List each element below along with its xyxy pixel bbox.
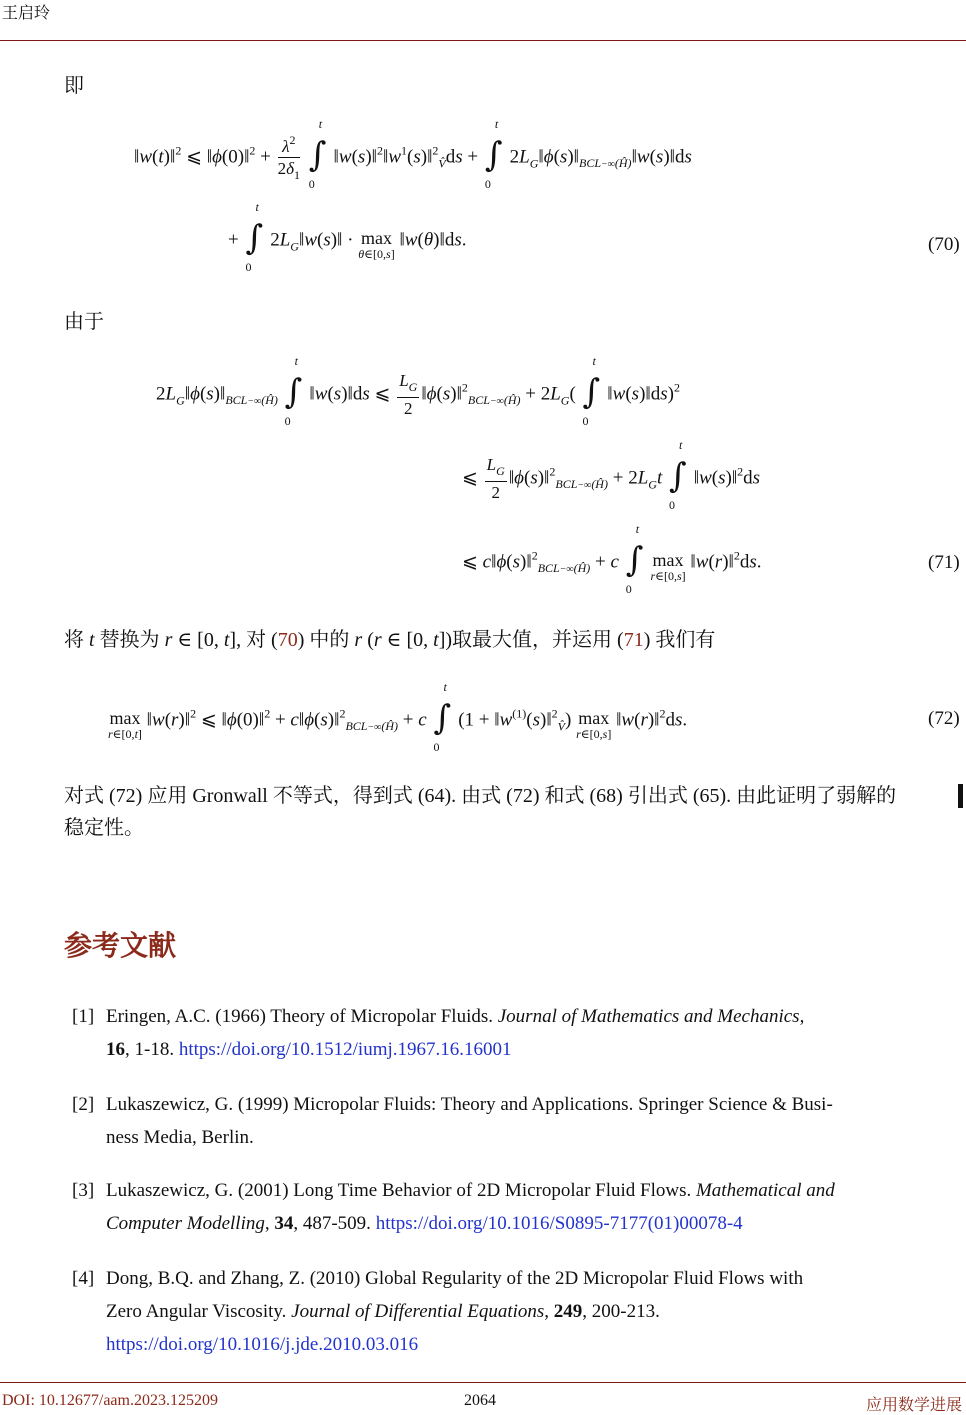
paragraph-gronwall-line2: 稳定性。 [64,817,144,839]
reference-item: [1] Eringen, A.C. (1966) Theory of Micropolar Fluids. Journal of Mathematics and Mechanics, 16, 1-18. https://doi.org/10.1512/iumj.1967.16.16001 [72,1000,966,1066]
reference-doi-link[interactable]: https://doi.org/10.1512/iumj.1967.16.16001 [178,1039,512,1060]
header-author: 王启玲 [2,5,51,22]
equation-70-line2: + ∫ t 0 $2L_G‖w(s)‖$ · max θ∈[0,s] ‖w(θ)‖ds. [228,200,467,274]
paragraph-ji: 即 [64,75,84,97]
equation-number-72: (72) [928,708,960,729]
equation-70-line1: ‖w(t)‖$^2$ ⩽ ‖ϕ(0)‖$^2$ + $\frac{\lambda^2}{2\delta_1}$ ∫ t 0 $‖w(s)‖^2‖w^1(s)‖^2_{V̂}ds$ + ∫ t 0 $2L_G‖\phi(s)‖_{BCL-\infty(Ĥ)}‖w(s)‖ds$ [134,117,692,191]
equation-number-71: (71) [928,552,960,573]
reference-item: [4] Dong, B.Q. and Zhang, Z. (2010) Global Regularity of the 2D Micropolar Fluid Flows with Zero Angular Viscosity. Journal of Differential Equations, 249, 200-213. https://doi.org/10.1016/j.jde.2010.03.016 [72,1262,966,1361]
equation-71-line2: ⩽ $\frac{L_G}{2}$ ‖ϕ(s)‖$^2_{BCL-\infty(Ĥ)}$ + $2L_Gt$ ∫ t 0 ‖w(s)‖$^2$ds [462,438,761,512]
section-title-references: 参考文献 [64,929,177,962]
equation-71-line3: ⩽ c‖ϕ(s)‖$^2_{BCL-\infty(Ĥ)}$ + c ∫ t 0 max r∈[0,s] ‖w(r)‖$^2$ds. [462,522,762,596]
footer-page-number: 2064 [464,1392,496,1409]
paragraph-youyu: 由于 [64,311,104,333]
text-cursor-bar [958,784,963,808]
reference-item: [3] Lukaszewicz, G. (2001) Long Time Behavior of 2D Micropolar Fluid Flows. Mathematical and Computer Modelling, 34, 487-509. https://doi.org/10.1016/S0895-7177(01)00078-4 [72,1174,966,1240]
reference-label: [3] [72,1180,95,1201]
equation-71-line1: $2L_G‖\phi(s)‖_{BCL-\infty(Ĥ)}$ ∫ t 0 ‖w(s)‖ds ⩽ $\frac{L_G}{2}$ ‖ϕ(s)‖$^2_{BCL-\infty(Ĥ)}$ + $2L_G$( ∫ t 0 ‖w(s)‖ds)$^2$ [156,354,680,428]
footer-rule [0,1382,966,1383]
equation-72: max r∈[0,t] ‖w(r)‖$^2$ ⩽ ‖ϕ(0)‖$^2$ + c‖ϕ(s)‖$^2_{BCL-\infty(Ĥ)}$ + c ∫ t 0 $(1 + ‖w^{(1)}(s)‖^2_{V̂})$ max r∈[0,s] ‖w(r)‖$^2$ds. [108,680,688,754]
header-rule [0,40,966,41]
footer-journal: 应用数学进展 [865,1395,962,1414]
reference-label: [4] [72,1268,95,1289]
paragraph-replace: 将 t 替换为 r ∈ [0, t], 对 (70) 中的 r (r ∈ [0, t])取最大值，并运用 (71) 我们有 [64,629,716,651]
reference-label: [2] [72,1094,95,1115]
paragraph-gronwall-line1: 对式 (72) 应用 Gronwall 不等式，得到式 (64). 由式 (72) 和式 (68) 引出式 (65). 由此证明了弱解的 [64,785,897,807]
equation-number-70: (70) [928,234,960,255]
reference-label: [1] [72,1006,95,1027]
reference-doi-link[interactable]: https://doi.org/10.1016/j.jde.2010.03.016 [106,1334,419,1355]
footer-doi[interactable]: DOI: 10.12677/aam.2023.125209 [2,1392,218,1409]
paragraph-gronwall [64,780,964,844]
reference-doi-link[interactable]: https://doi.org/10.1016/S0895-7177(01)00078-4 [375,1213,743,1234]
reference-item: [2] Lukaszewicz, G. (1999) Micropolar Fluids: Theory and Applications. Springer Science & Busi- ness Media, Berlin. [72,1088,966,1154]
